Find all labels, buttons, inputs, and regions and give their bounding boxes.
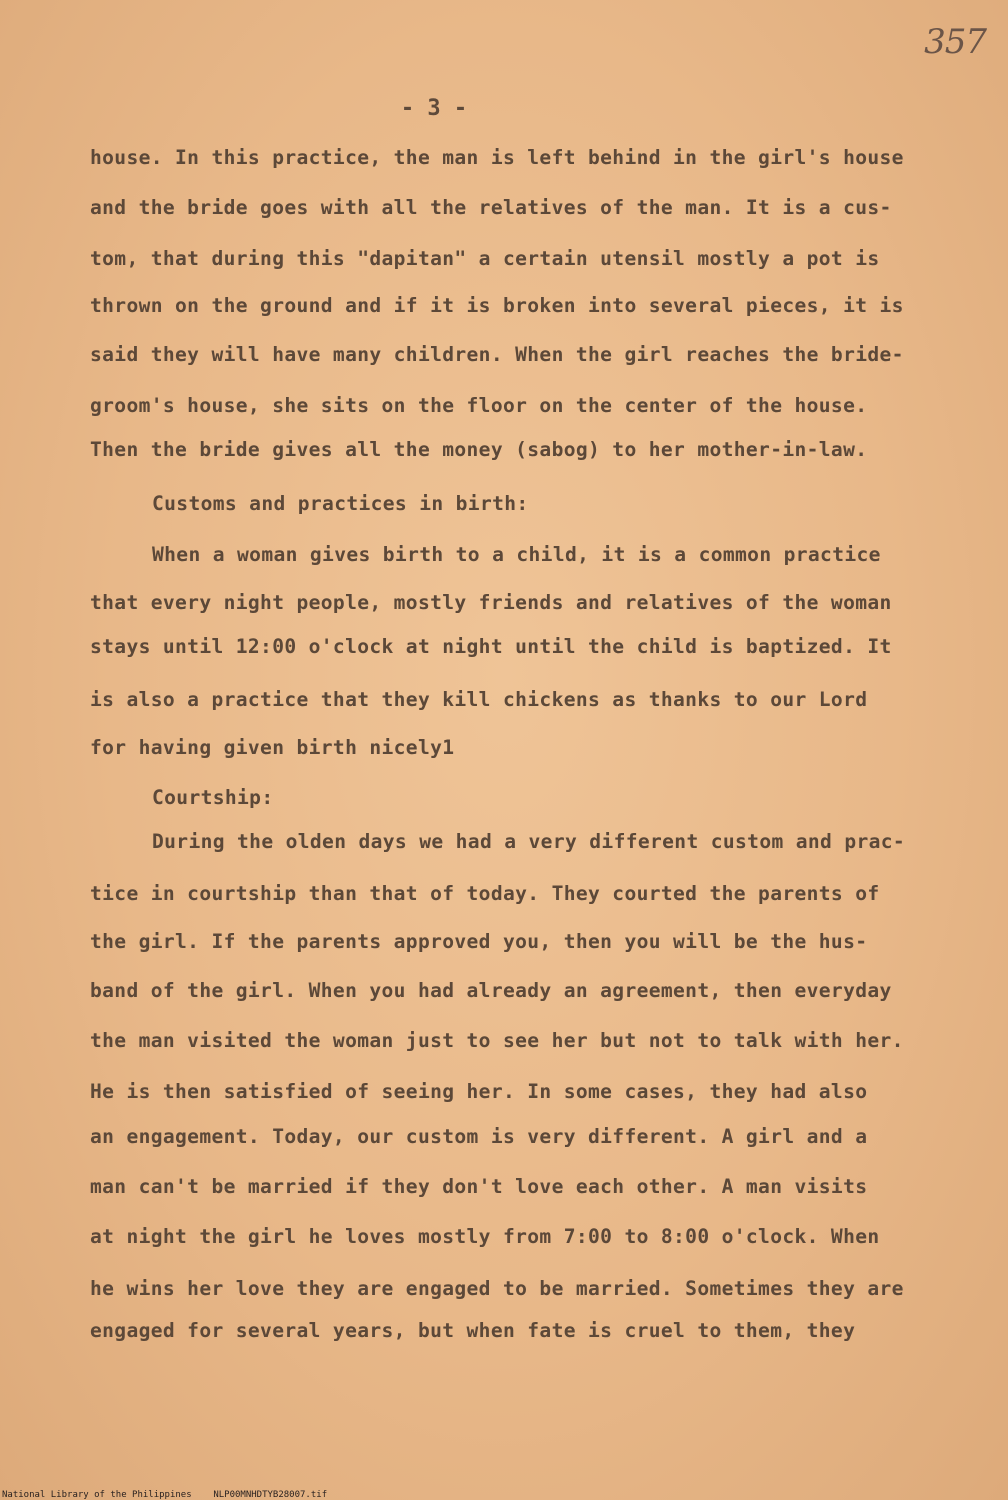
text-line: at night the girl he loves mostly from 7:00 to 8:00 o'clock. When xyxy=(90,1225,880,1248)
text-line: an engagement. Today, our custom is very different. A girl and a xyxy=(90,1125,868,1148)
text-line: the girl. If the parents approved you, then you will be the hus- xyxy=(90,930,868,953)
page-number: - 3 - xyxy=(400,96,468,121)
section-heading-courtship: Courtship: xyxy=(152,786,274,809)
text-line: and the bride goes with all the relatives of the man. It is a cus- xyxy=(90,196,892,219)
text-line: for having given birth nicely1 xyxy=(90,736,455,759)
section-heading-birth: Customs and practices in birth: xyxy=(152,492,529,515)
text-line: said they will have many children. When the girl reaches the bride- xyxy=(90,343,904,366)
text-line: tom, that during this "dapitan" a certain utensil mostly a pot is xyxy=(90,247,880,270)
text-line: He is then satisfied of seeing her. In some cases, they had also xyxy=(90,1080,868,1103)
text-line: groom's house, she sits on the floor on the center of the house. xyxy=(90,394,868,417)
text-line: man can't be married if they don't love each other. A man visits xyxy=(90,1175,868,1198)
text-line: tice in courtship than that of today. They courted the parents of xyxy=(90,882,880,905)
text-line: thrown on the ground and if it is broken into several pieces, it is xyxy=(90,294,904,317)
text-line: engaged for several years, but when fate is cruel to them, they xyxy=(90,1319,856,1342)
text-line: that every night people, mostly friends and relatives of the woman xyxy=(90,591,892,614)
text-line: house. In this practice, the man is left behind in the girl's house xyxy=(90,146,904,169)
text-line: During the olden days we had a very different custom and prac- xyxy=(152,830,906,853)
text-line: the man visited the woman just to see her but not to talk with her. xyxy=(90,1029,904,1052)
text-line: band of the girl. When you had already an agreement, then everyday xyxy=(90,979,892,1002)
text-line: he wins her love they are engaged to be married. Sometimes they are xyxy=(90,1277,904,1300)
text-line: stays until 12:00 o'clock at night until the child is baptized. It xyxy=(90,635,892,658)
handwritten-page-number: 357 xyxy=(924,22,986,62)
scan-footer-caption: National Library of the Philippines NLP00MNHDTYB28007.tif xyxy=(2,1490,328,1500)
text-line: is also a practice that they kill chickens as thanks to our Lord xyxy=(90,688,868,711)
text-line: When a woman gives birth to a child, it is a common practice xyxy=(152,543,881,566)
text-line: Then the bride gives all the money (sabog) to her mother-in-law. xyxy=(90,438,868,461)
